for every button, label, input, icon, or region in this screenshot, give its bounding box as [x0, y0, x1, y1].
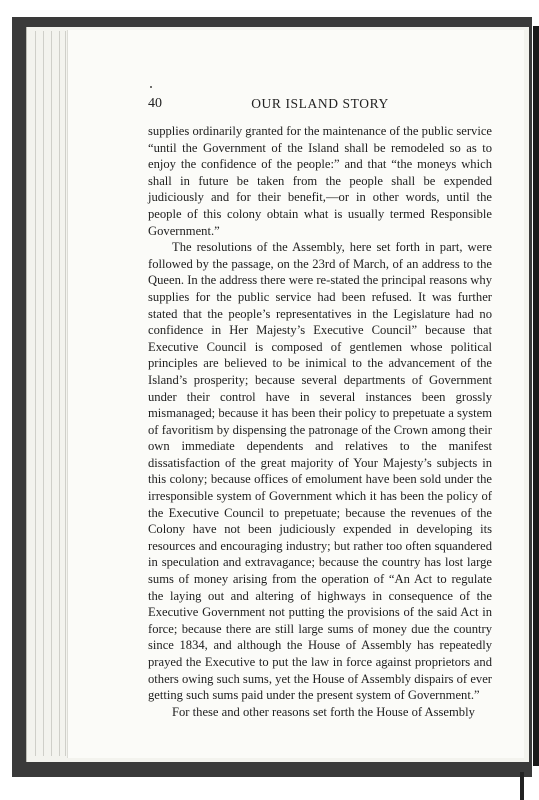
- page-edge-line: [43, 31, 44, 756]
- page-edge-line: [65, 31, 66, 756]
- page-edge-line: [59, 31, 60, 756]
- running-title: OUR ISLAND STORY: [251, 96, 389, 111]
- paragraph-2: The resolutions of the Assembly, here set forth in part, were followed by the passage, on the 23rd of March, of an address to the Queen. In the address there were re-stated the principal reasons why supplies for the public service had been refused. It was further stated that the people’s representatives in the Legislature had no confidence in Her Majesty’s Executive Council” because that Executive Council is composed of gentlemen whose political principles are believed to be inimical to the advancement of the Island’s prosperity; because several departments of Government under their control have in several instances been grossly mismanaged; because it has been their policy to prepetuate a system of favoritism by dispensing the patronage of the Crown among their own immediate dependents and relatives to the manifest dissatisfaction of the great majority of Your Majesty’s subjects in this colony; because offices of emolument have been sold under the irresponsible system of Government which it has been the policy of the Executive Council to prepetuate; because the revenues of the Colony have not been judiciously expended in developing its resources and encouraging industry; but rather too often squandered in speculation and extravagance; because the country has lost large sums of money arising from the operation of “An Act to regulate the laying out and altering of highways in consequence of the Executive Government not putting the provisions of the said Act in force; because there are still large sums of money due the country since 1834, and although the House of Assembly has repeatedly prayed the Executive to put the law in force against proprietors and others owing such sums, yet the House of Assembly dispairs of ever getting such sums paid under the present system of Government.”: [148, 240, 492, 703]
- book-clip: [520, 772, 524, 800]
- page-edge-line: [35, 31, 36, 756]
- page-number: 40: [148, 96, 162, 111]
- body-text: [148, 123, 492, 720]
- right-cover-edge: [533, 26, 539, 766]
- paper-speck: [150, 86, 152, 88]
- page-edge-line: [51, 31, 52, 756]
- page-header: [148, 96, 492, 116]
- paragraph-1: supplies ordinarily granted for the maintenance of the public service “until the Government of the Island shall be remodeled so as to enjoy the confidence of the people:” and that “the moneys which shall in future be taken from the people shall be expended judiciously and for their benefit,—or in other words, until the people of this colony obtain what is usually termed Responsible Government.”: [148, 124, 492, 238]
- paragraph-3: For these and other reasons set forth the House of Assembly: [172, 704, 475, 719]
